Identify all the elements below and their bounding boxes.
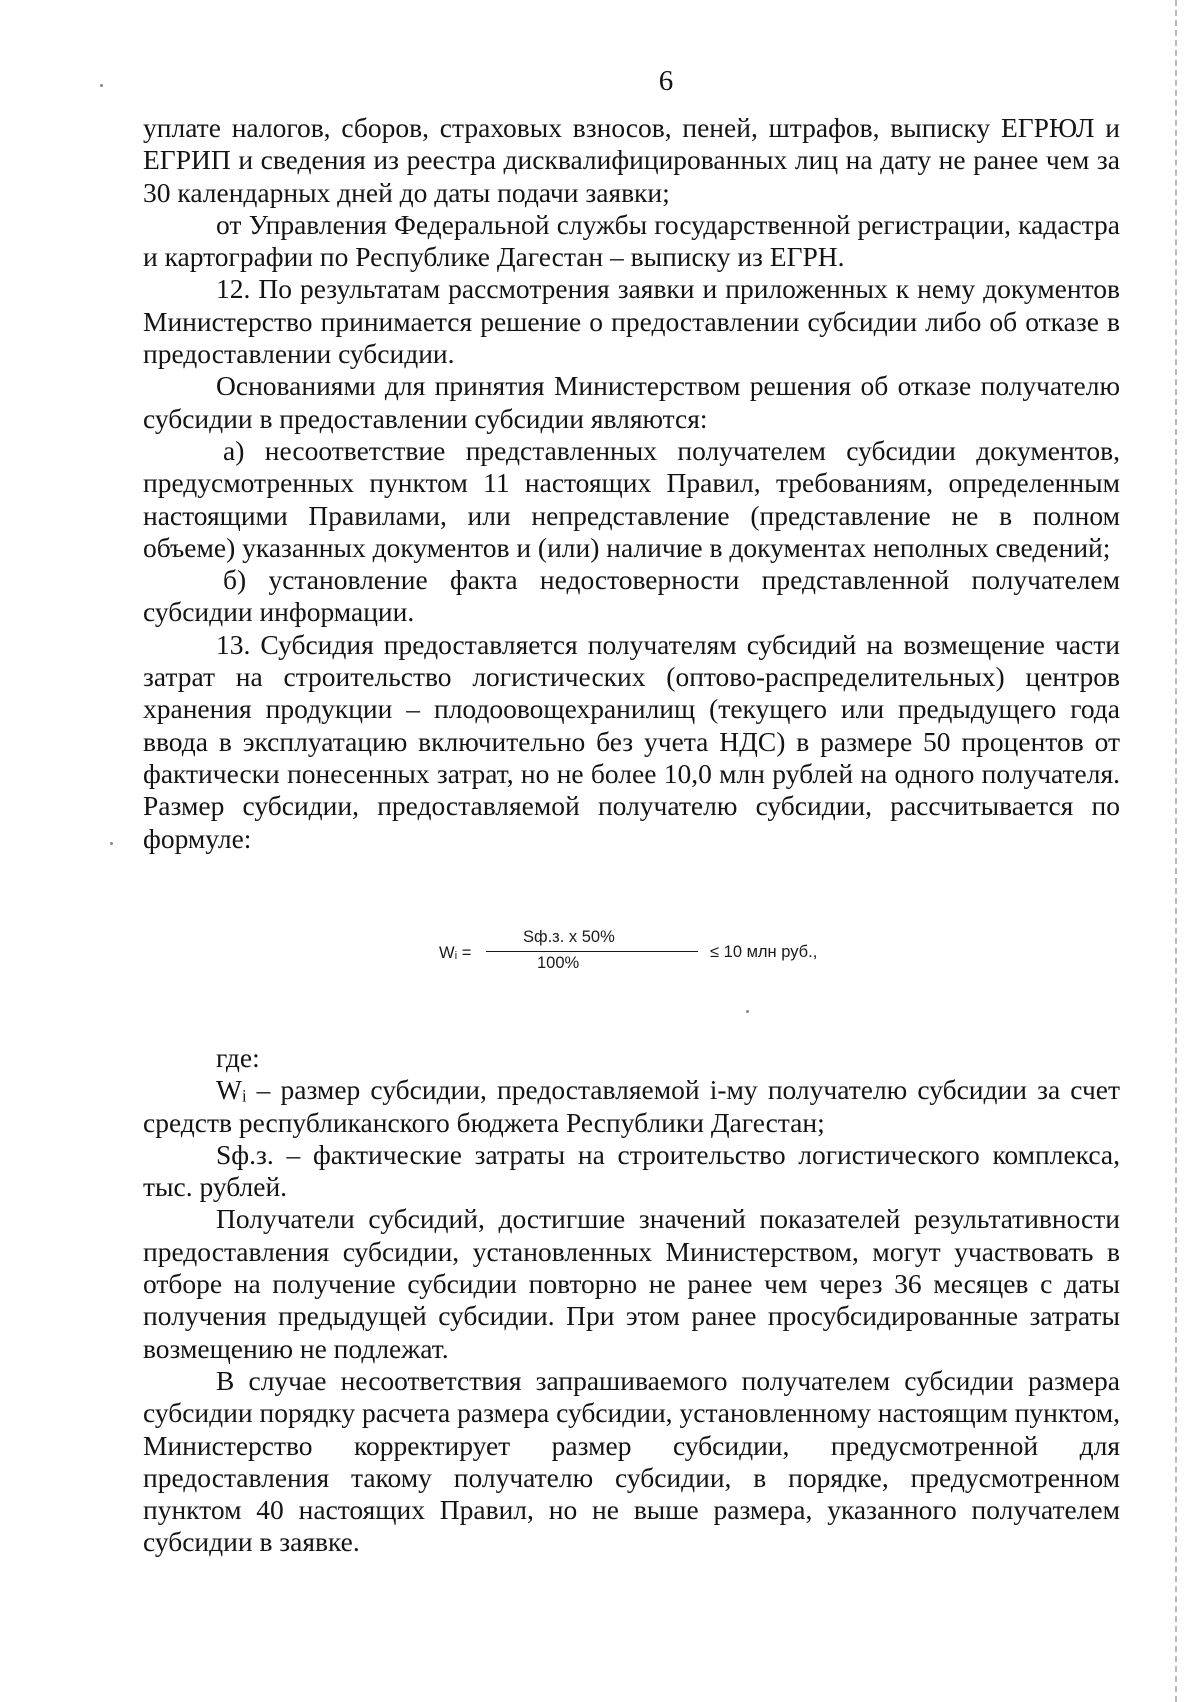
subsidy-formula	[439, 926, 839, 974]
scan-speck	[110, 842, 113, 845]
formula-denominator: 100%	[537, 954, 580, 972]
fraction-line	[486, 951, 698, 952]
paragraph-reason-a: а) несоответствие представленных получателем субсидии документов, предусмотренных пунктом 11 настоящих Правил, требованиям, определенным настоящими Правилами, или непредставление (представление не в полном объеме) указанных документов и (или) наличие в документах неполных сведений;	[143, 434, 1120, 563]
paragraph-w-definition: Wᵢ – размер субсидии, предоставляемой i-му получателю субсидии за счет средств республиканского бюджета Республики Дагестан;	[143, 1074, 1120, 1138]
paragraph-continuation: уплате налогов, сборов, страховых взносов, пеней, штрафов, выписку ЕГРЮЛ и ЕГРИП и сведения из реестра дисквалифицированных лиц на дату не ранее чем за 30 календарных дней до даты подачи заявки;	[143, 112, 1120, 208]
paragraph-recipients: Получатели субсидий, достигшие значений показателей результативности предоставления субсидии, установленных Министерством, могут участвовать в отборе на получение субсидии повторно не ранее чем через 36 месяцев с даты получения предыдущей субсидии. При этом ранее просубсидированные затраты возмещению не подлежат.	[143, 1203, 1120, 1364]
page-number: 6	[658, 65, 674, 97]
paragraph-rosreestr: от Управления Федеральной службы государственной регистрации, кадастра и картографии по Республике Дагестан – выписку из ЕГРН.	[143, 208, 1120, 273]
paragraph-grounds: Основаниями для принятия Министерством решения об отказе получателю субсидии в предоставлении субсидии являются:	[143, 370, 1120, 434]
formula-rhs: ≤ 10 млн руб.,	[710, 943, 818, 961]
formula-numerator: Sф.з. х 50%	[523, 928, 615, 946]
paragraph-s-definition: Sф.з. – фактические затраты на строительство логистического комплекса, тыс. рублей.	[143, 1138, 1120, 1203]
paragraph-reason-b: б) установление факта недостоверности представленной получателем субсидии информации.	[143, 564, 1120, 628]
scan-edge-line	[1175, 0, 1177, 1702]
scan-speck	[100, 84, 103, 87]
body-text-bottom	[143, 1042, 1120, 1559]
paragraph-where: где:	[216, 1042, 260, 1073]
formula-lhs: Wᵢ =	[439, 944, 472, 962]
paragraph-item-12: 12. По результатам рассмотрения заявки и приложенных к нему документов Министерство принимается решение о предоставлении субсидии либо об отказе в предоставлении субсидии.	[143, 273, 1120, 370]
paragraph-adjustment: В случае несоответствия запрашиваемого получателем субсидии размера субсидии порядку расчета размера субсидии, установленному настоящим пунктом, Министерство корректирует размер субсидии, предусмотренной для предоставления такому получателю субсидии, в порядке, предусмотренном пунктом 40 настоящих Правил, но не выше размера, указанного получателем субсидии в заявке.	[143, 1364, 1120, 1558]
paragraph-item-13: 13. Субсидия предоставляется получателям субсидий на возмещение части затрат на строительство логистических (оптово-распределительных) центров хранения продукции – плодоовощехранилищ (текущего или предыдущего года ввода в эксплуатацию включительно без учета НДС) в размере 50 процентов от фактически понесенных затрат, но не более 10,0 млн рублей на одного получателя. Размер субсидии, предоставляемой получателю субсидии, рассчитывается по формуле:	[143, 628, 1120, 854]
scan-speck	[746, 1010, 749, 1013]
body-text-top	[143, 112, 1120, 855]
